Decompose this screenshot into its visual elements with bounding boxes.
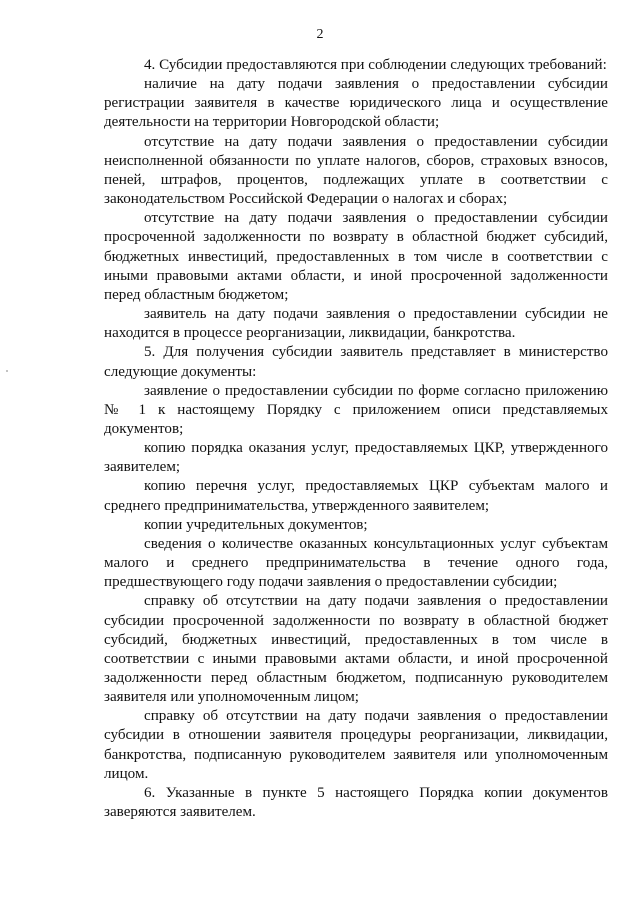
- paragraph-section-6: 6. Указанные в пункте 5 настоящего Порядка копии документов заверяются заявителем.: [104, 784, 608, 821]
- paragraph-doc-service-list: копию перечня услуг, предоставляемых ЦКР субъектам малого и среднего предпринимательства, утвержденного заявителем;: [104, 478, 608, 514]
- paragraph-doc-application: заявление о предоставлении субсидии по форме согласно приложению № 1 к настоящему Порядку с приложением описи представляемых документов;: [104, 382, 608, 437]
- paragraph-doc-reorganization-certificate: справку об отсутствии на дату подачи заявления о предоставлении субсидии в отношении заявителя процедуры реорганизации, ликвидации, банкротства, подписанную руководителем заявителя или уполномоченным лицом.: [104, 708, 608, 782]
- paragraph-requirement-registration: наличие на дату подачи заявления о предоставлении субсидии регистрации заявителя в качестве юридического лица и осуществление деятельности на территории Новгородской области;: [104, 76, 608, 131]
- paragraph-section-5-intro: 5. Для получения субсидии заявитель представляет в министерство следующие документы:: [104, 344, 608, 380]
- paragraph-requirement-no-budget-debt: отсутствие на дату подачи заявления о предоставлении субсидии просроченной задолженности по возврату в областной бюджет субсидий, бюджетных инвестиций, предоставленных в том числе в соответствии с иными правовыми актами области, и иной просроченной задолженности перед областным бюджетом;: [104, 210, 608, 303]
- scan-speck: [6, 370, 8, 372]
- paragraph-doc-service-procedure: копию порядка оказания услуг, предоставляемых ЦКР, утвержденного заявителем;: [104, 440, 608, 476]
- paragraph-doc-debt-certificate: справку об отсутствии на дату подачи заявления о предоставлении субсидии просроченной задолженности по возврату в областной бюджет субсидий, бюджетных инвестиций, предоставленных в том числе в соответствии с иными правовыми актами области, и иной просроченной задолженности перед областным бюджетом, подписанную руководителем заявителя или уполномоченным лицом;: [104, 593, 608, 706]
- page-number: 2: [316, 27, 324, 42]
- paragraph-requirement-no-tax-debt: отсутствие на дату подачи заявления о предоставлении субсидии неисполненной обязанности по уплате налогов, сборов, страховых взносов, пеней, штрафов, процентов, подлежащих уплате в соответствии с законодательством Российской Федерации о налогах и сборах;: [104, 133, 608, 208]
- paragraph-requirement-no-reorganization: заявитель на дату подачи заявления о предоставлении субсидии не находится в процессе реорганизации, ликвидации, банкротства.: [104, 306, 608, 342]
- document-body: [104, 56, 608, 822]
- paragraph-section-4-intro: 4. Субсидии предоставляются при соблюдении следующих требований:: [144, 57, 607, 73]
- paragraph-doc-consultation-count: сведения о количестве оказанных консультационных услуг субъектам малого и среднего предпринимательства в течение одного года, предшествующего году подачи заявления о предоставлении субсидии;: [104, 535, 608, 591]
- paragraph-doc-founding-documents: копии учредительных документов;: [144, 516, 368, 533]
